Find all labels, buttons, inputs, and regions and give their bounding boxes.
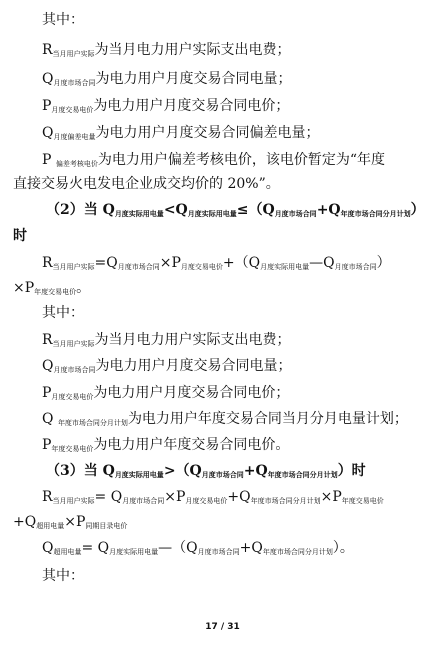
subscript: 超用电量 bbox=[53, 548, 82, 556]
subscript: 年度市场合同分月计划 bbox=[57, 419, 128, 427]
symbol: Q bbox=[42, 71, 54, 87]
para-qizhong-1: 其中： bbox=[42, 12, 84, 28]
subscript: 当月用户实际 bbox=[52, 497, 95, 505]
def-p-annual-price bbox=[42, 435, 289, 459]
definition-text: 为当月电力用户实际支出电费； bbox=[94, 332, 291, 348]
text: = Q bbox=[81, 540, 110, 556]
subscript: 月度实际用电量 bbox=[114, 470, 164, 479]
definition-text: 为电力用户偏差考核电价，该电价暂定为“年度 bbox=[97, 152, 386, 168]
text: —Q bbox=[309, 255, 335, 271]
subscript: 月度交易电价 bbox=[180, 263, 223, 271]
subscript: 月度实际用电量 bbox=[109, 548, 159, 556]
definition-text: 为电力用户年度交易合同当月分月电量计划； bbox=[127, 411, 408, 427]
subscript: 月度市场合同 bbox=[53, 366, 96, 374]
def-q-annual-plan bbox=[42, 409, 408, 433]
definition-text: 为电力用户月度交易合同电价； bbox=[93, 98, 290, 114]
text: +Q bbox=[13, 514, 37, 530]
subscript: 年度市场合同分月计划 bbox=[250, 497, 321, 505]
definition-text: 为电力用户月度交易合同电价； bbox=[93, 385, 290, 401]
definition-text: 为电力用户月度交易合同电量； bbox=[95, 358, 292, 374]
text: Q bbox=[42, 540, 54, 556]
symbol: R bbox=[42, 42, 53, 58]
formula-case-2 bbox=[42, 253, 391, 277]
text: ×P bbox=[164, 489, 186, 505]
subscript: 当月用户实际 bbox=[52, 50, 95, 58]
symbol: P bbox=[42, 437, 52, 453]
subscript: 年度市场合同分月计划 bbox=[262, 548, 333, 556]
text: ）。 bbox=[332, 540, 354, 556]
subscript: 月度市场合同 bbox=[274, 209, 317, 218]
def-p-monthly-price-2 bbox=[42, 383, 289, 407]
text: =Q bbox=[94, 255, 118, 271]
text: ×P bbox=[159, 255, 181, 271]
def-q-monthly-contract bbox=[42, 69, 291, 93]
text: ≤（Q bbox=[236, 202, 275, 218]
subscript: 月度实际用电量 bbox=[114, 209, 164, 218]
symbol: Q bbox=[42, 411, 54, 427]
text: +Q bbox=[239, 540, 263, 556]
case-2-heading-cont: 时 bbox=[13, 228, 27, 244]
subscript: 月度市场合同 bbox=[122, 497, 165, 505]
definition-text: 为电力用户年度交易合同电价。 bbox=[93, 437, 290, 453]
case-2-heading bbox=[46, 200, 425, 224]
symbol: R bbox=[42, 332, 53, 348]
para-qizhong-2: 其中： bbox=[42, 305, 84, 321]
text: R bbox=[42, 255, 53, 271]
def-r-user bbox=[42, 40, 291, 64]
text: +Q bbox=[243, 463, 268, 479]
subscript: 年度市场合同分月计划 bbox=[267, 470, 338, 479]
symbol: Q bbox=[42, 125, 54, 141]
text: +（Q bbox=[222, 255, 261, 271]
symbol: P bbox=[42, 98, 52, 114]
formula-case-3-cont bbox=[13, 512, 127, 536]
subscript: 年度交易电价 bbox=[51, 445, 94, 453]
subscript: 偏差考核电价 bbox=[55, 160, 98, 168]
def-p-monthly-price bbox=[42, 96, 289, 120]
def-p-deviation-cont: 直接交易火电发电企业成交均价的 20%”。 bbox=[13, 176, 280, 192]
subscript: 年度市场合同分月计划 bbox=[340, 209, 411, 218]
text: ） bbox=[410, 202, 425, 218]
symbol: P bbox=[42, 385, 52, 401]
text: <Q bbox=[163, 202, 188, 218]
subscript: 月度市场合同 bbox=[117, 263, 160, 271]
subscript: 月度交易电价 bbox=[185, 497, 228, 505]
text: ）时 bbox=[337, 463, 366, 479]
subscript: 月度交易电价 bbox=[51, 106, 94, 114]
text: ×P bbox=[320, 489, 342, 505]
subscript: 月度市场合同 bbox=[197, 548, 240, 556]
subscript: 月度偏差电量 bbox=[53, 133, 96, 141]
def-p-deviation-price bbox=[42, 150, 385, 174]
text: >（Q bbox=[163, 463, 202, 479]
text: +Q bbox=[227, 489, 251, 505]
text: —（Q bbox=[158, 540, 198, 556]
subscript: 月度市场合同 bbox=[334, 263, 377, 271]
subscript: 超用电量 bbox=[36, 522, 65, 530]
text: （3）当 Q bbox=[46, 463, 115, 479]
text: （2）当 Q bbox=[46, 202, 115, 218]
text: ） bbox=[376, 255, 391, 271]
subscript: 月度市场合同 bbox=[201, 470, 244, 479]
subscript: 月度实际用电量 bbox=[187, 209, 237, 218]
definition-text: 为当月电力用户实际支出电费； bbox=[94, 42, 291, 58]
def-r-user-2 bbox=[42, 330, 291, 354]
page-number: 17 / 31 bbox=[205, 622, 240, 632]
definition-text: 为电力用户月度交易合同偏差电量； bbox=[95, 125, 320, 141]
text: ×P bbox=[64, 514, 86, 530]
def-q-deviation bbox=[42, 123, 319, 147]
definition-text: 为电力用户月度交易合同电量； bbox=[95, 71, 292, 87]
symbol: Q bbox=[42, 358, 54, 374]
text: 。 bbox=[76, 280, 91, 296]
para-qizhong-3: 其中： bbox=[42, 568, 84, 584]
formula-case-3 bbox=[42, 487, 384, 511]
subscript: 月度市场合同 bbox=[53, 79, 96, 87]
text: = Q bbox=[94, 489, 123, 505]
case-3-heading bbox=[46, 461, 366, 485]
formula-overuse bbox=[42, 538, 354, 562]
text: ×P bbox=[13, 280, 35, 296]
subscript: 月度交易电价 bbox=[51, 393, 94, 401]
subscript: 年度交易电价 bbox=[341, 497, 384, 505]
text: +Q bbox=[316, 202, 341, 218]
subscript: 当月用户实际 bbox=[52, 340, 95, 348]
subscript: 同期目录电价 bbox=[85, 522, 128, 530]
formula-case-2-cont bbox=[13, 278, 90, 302]
subscript: 当月用户实际 bbox=[52, 263, 95, 271]
symbol: P bbox=[42, 152, 52, 168]
def-q-monthly-contract-2 bbox=[42, 356, 291, 380]
subscript: 月度实际用电量 bbox=[260, 263, 310, 271]
text: R bbox=[42, 489, 53, 505]
subscript: 年度交易电价 bbox=[34, 288, 77, 296]
